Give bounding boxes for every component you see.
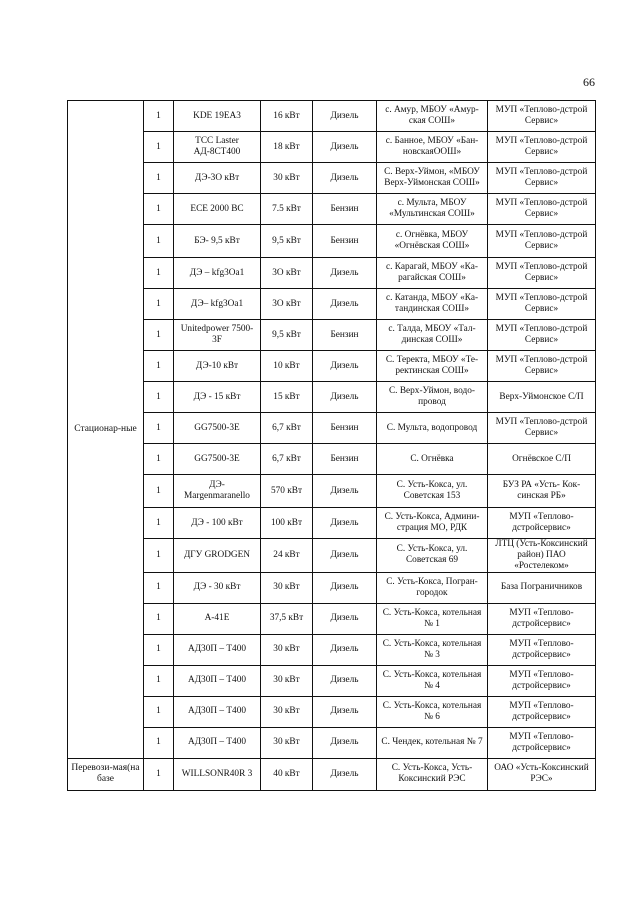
cell-qty: 1: [144, 320, 174, 351]
cell-owner: МУП «Теплово-дстрой Сервис»: [488, 194, 596, 225]
cell-qty: 1: [144, 539, 174, 573]
cell-owner: МУП «Теплово-дстрой Сервис»: [488, 289, 596, 320]
cell-power: 3О кВт: [261, 258, 313, 289]
cell-location: С. Усть-Кокса, ул. Советская 153: [377, 475, 488, 508]
cell-qty: 1: [144, 413, 174, 444]
cell-model: Unitedpower 7500-3F: [174, 320, 261, 351]
cell-owner: ЛТЦ (Усть-Коксинский район) ПАО «Ростелеком»: [488, 539, 596, 573]
cell-fuel: Дизель: [313, 289, 377, 320]
table-row: [68, 508, 596, 539]
cell-power: 30 кВт: [261, 727, 313, 758]
table-row: [68, 163, 596, 194]
cell-model: A-41E: [174, 603, 261, 634]
cell-fuel: Дизель: [313, 696, 377, 727]
cell-qty: 1: [144, 603, 174, 634]
table-row: [68, 258, 596, 289]
table-row: [68, 727, 596, 758]
cell-qty: 1: [144, 475, 174, 508]
cell-power: 100 кВт: [261, 508, 313, 539]
cell-qty: 1: [144, 696, 174, 727]
table-row: [68, 758, 596, 790]
cell-location: С. Верх-Уймон, «МБОУ Верх-Уймонская СОШ»: [377, 163, 488, 194]
cell-model: АД30П – Т400: [174, 727, 261, 758]
cell-location: с. Карагай, МБОУ «Ка-рагайская СОШ»: [377, 258, 488, 289]
cell-power: 6,7 кВт: [261, 413, 313, 444]
table-row: [68, 132, 596, 163]
cell-fuel: Дизель: [313, 727, 377, 758]
table-row: [68, 444, 596, 475]
cell-model: ДГУ GRODGEN: [174, 539, 261, 573]
table-body: [68, 101, 596, 791]
table-row: [68, 696, 596, 727]
cell-owner: МУП «Теплово-дстрой Сервис»: [488, 413, 596, 444]
cell-model: ДЭ - 30 кВт: [174, 572, 261, 603]
cell-owner: МУП «Теплово-дстройсервис»: [488, 634, 596, 665]
cell-location: С. Теректа, МБОУ «Те-ректинская СОШ»: [377, 351, 488, 382]
table-row: [68, 225, 596, 258]
table-row: [68, 320, 596, 351]
cell-location: С. Верх-Уймон, водо-провод: [377, 382, 488, 413]
cell-location: с. Банное, МБОУ «Бан-новскаяООШ»: [377, 132, 488, 163]
group-stationary-cell: Стационар-ные: [68, 101, 144, 759]
cell-qty: 1: [144, 382, 174, 413]
table-row: [68, 475, 596, 508]
cell-location: с. Мульта, МБОУ «Мультинская СОШ»: [377, 194, 488, 225]
cell-power: 30 кВт: [261, 634, 313, 665]
cell-location: С. Чендек, котельная № 7: [377, 727, 488, 758]
cell-owner: БУЗ РА «Усть- Кок-синская РБ»: [488, 475, 596, 508]
cell-qty: 1: [144, 258, 174, 289]
cell-fuel: Дизель: [313, 508, 377, 539]
table-row: [68, 539, 596, 573]
cell-power: 24 кВт: [261, 539, 313, 573]
cell-fuel: Бензин: [313, 225, 377, 258]
cell-owner: МУП «Теплово-дстрой Сервис»: [488, 101, 596, 132]
cell-model: ДЭ-10 кВт: [174, 351, 261, 382]
generator-table: [67, 100, 596, 791]
cell-location: С. Усть-Кокса, котельная № 4: [377, 665, 488, 696]
cell-qty: 1: [144, 444, 174, 475]
cell-model: GG7500-3E: [174, 413, 261, 444]
cell-location: С. Усть-Кокса, котельная № 6: [377, 696, 488, 727]
cell-fuel: Дизель: [313, 665, 377, 696]
cell-fuel: Дизель: [313, 572, 377, 603]
cell-model: БЭ- 9,5 кВт: [174, 225, 261, 258]
cell-owner: МУП «Теплово-дстрой Сервис»: [488, 351, 596, 382]
cell-model: ДЭ-Margenmaranello: [174, 475, 261, 508]
cell-fuel: Бензин: [313, 413, 377, 444]
cell-location: С. Усть-Кокса, Погран-городок: [377, 572, 488, 603]
cell-fuel: Дизель: [313, 101, 377, 132]
cell-fuel: Дизель: [313, 475, 377, 508]
cell-model: АД30П – Т400: [174, 634, 261, 665]
table-row: [68, 572, 596, 603]
cell-power: 3О кВт: [261, 289, 313, 320]
cell-location: с. Катанда, МБОУ «Ка-тандинская СОШ»: [377, 289, 488, 320]
cell-model: ДЭ - 15 кВт: [174, 382, 261, 413]
cell-power: 15 кВт: [261, 382, 313, 413]
cell-qty: 1: [144, 758, 174, 790]
cell-fuel: Дизель: [313, 634, 377, 665]
cell-qty: 1: [144, 289, 174, 320]
cell-owner: МУП «Теплово-дстрой Сервис»: [488, 320, 596, 351]
cell-power: 10 кВт: [261, 351, 313, 382]
cell-qty: 1: [144, 132, 174, 163]
cell-owner: МУП «Теплово-дстрой Сервис»: [488, 132, 596, 163]
cell-fuel: Дизель: [313, 258, 377, 289]
cell-model: ДЭ – kfg3Oa1: [174, 258, 261, 289]
table-row: [68, 289, 596, 320]
cell-owner: МУП «Теплово-дстрой Сервис»: [488, 225, 596, 258]
cell-qty: 1: [144, 508, 174, 539]
cell-qty: 1: [144, 665, 174, 696]
cell-model: WILLSONR40R 3: [174, 758, 261, 790]
cell-location: С. Усть-Кокса, котельная № 3: [377, 634, 488, 665]
cell-location: С. Усть-Кокса, Админи-страция МО, РДК: [377, 508, 488, 539]
cell-owner: МУП «Теплово-дстройсервис»: [488, 727, 596, 758]
cell-owner: ОАО «Усть-Коксинский РЭС»: [488, 758, 596, 790]
cell-location: С. Усть-Кокса, ул. Советская 69: [377, 539, 488, 573]
cell-fuel: Дизель: [313, 539, 377, 573]
cell-qty: 1: [144, 727, 174, 758]
group-mobile-cell: Перевози-мая(на базе: [68, 758, 144, 790]
cell-model: АД30П – Т400: [174, 665, 261, 696]
cell-owner: МУП «Теплово-дстройсервис»: [488, 696, 596, 727]
cell-fuel: Бензин: [313, 194, 377, 225]
table-row: [68, 351, 596, 382]
cell-owner: МУП «Теплово-дстрой Сервис»: [488, 163, 596, 194]
cell-power: 9,5 кВт: [261, 320, 313, 351]
cell-qty: 1: [144, 194, 174, 225]
cell-location: С. Огнёвка: [377, 444, 488, 475]
cell-owner: МУП «Теплово-дстрой Сервис»: [488, 258, 596, 289]
cell-power: 30 кВт: [261, 163, 313, 194]
cell-owner: База Пограничников: [488, 572, 596, 603]
cell-fuel: Дизель: [313, 132, 377, 163]
cell-fuel: Дизель: [313, 351, 377, 382]
cell-qty: 1: [144, 225, 174, 258]
cell-model: ДЭ– kfg3Oa1: [174, 289, 261, 320]
cell-fuel: Бензин: [313, 444, 377, 475]
table-row: [68, 382, 596, 413]
cell-model: АД30П – Т400: [174, 696, 261, 727]
cell-owner: МУП «Теплово-дстройсервис»: [488, 603, 596, 634]
cell-owner: Огнёвское С/П: [488, 444, 596, 475]
cell-power: 7.5 кВт: [261, 194, 313, 225]
cell-model: ДЭ-3О кВт: [174, 163, 261, 194]
cell-qty: 1: [144, 163, 174, 194]
cell-power: 30 кВт: [261, 572, 313, 603]
cell-fuel: Дизель: [313, 163, 377, 194]
cell-qty: 1: [144, 101, 174, 132]
cell-model: KDE 19EA3: [174, 101, 261, 132]
cell-location: с. Талда, МБОУ «Тал-динская СОШ»: [377, 320, 488, 351]
cell-owner: МУП «Теплово-дстройсервис»: [488, 508, 596, 539]
cell-power: 30 кВт: [261, 665, 313, 696]
cell-power: 6,7 кВт: [261, 444, 313, 475]
cell-owner: Верх-Уймонское С/П: [488, 382, 596, 413]
cell-model: GG7500-3E: [174, 444, 261, 475]
cell-fuel: Дизель: [313, 603, 377, 634]
cell-power: 40 кВт: [261, 758, 313, 790]
table-row: [68, 194, 596, 225]
cell-owner: МУП «Теплово-дстройсервис»: [488, 665, 596, 696]
page-number: 66: [583, 75, 595, 89]
table-row: [68, 634, 596, 665]
table-row: [68, 413, 596, 444]
cell-location: с. Амур, МБОУ «Амур-ская СОШ»: [377, 101, 488, 132]
cell-model: ECE 2000 BC: [174, 194, 261, 225]
table-row: [68, 665, 596, 696]
cell-power: 30 кВт: [261, 696, 313, 727]
cell-location: С. Усть-Кокса, котельная № 1: [377, 603, 488, 634]
cell-model: ТСС Laster АД-8СТ400: [174, 132, 261, 163]
cell-location: С. Мульта, водопровод: [377, 413, 488, 444]
cell-power: 570 кВт: [261, 475, 313, 508]
cell-power: 18 кВт: [261, 132, 313, 163]
cell-model: ДЭ - 100 кВт: [174, 508, 261, 539]
cell-power: 16 кВт: [261, 101, 313, 132]
cell-qty: 1: [144, 634, 174, 665]
cell-fuel: Дизель: [313, 382, 377, 413]
table-row: [68, 603, 596, 634]
cell-qty: 1: [144, 572, 174, 603]
cell-power: 37,5 кВт: [261, 603, 313, 634]
cell-location: С. Усть-Кокса, Усть-Коксинский РЭС: [377, 758, 488, 790]
cell-fuel: Дизель: [313, 758, 377, 790]
cell-fuel: Бензин: [313, 320, 377, 351]
cell-power: 9,5 кВт: [261, 225, 313, 258]
cell-qty: 1: [144, 351, 174, 382]
table-row: [68, 101, 596, 132]
cell-location: с. Огнёвка, МБОУ «Огнёвская СОШ»: [377, 225, 488, 258]
